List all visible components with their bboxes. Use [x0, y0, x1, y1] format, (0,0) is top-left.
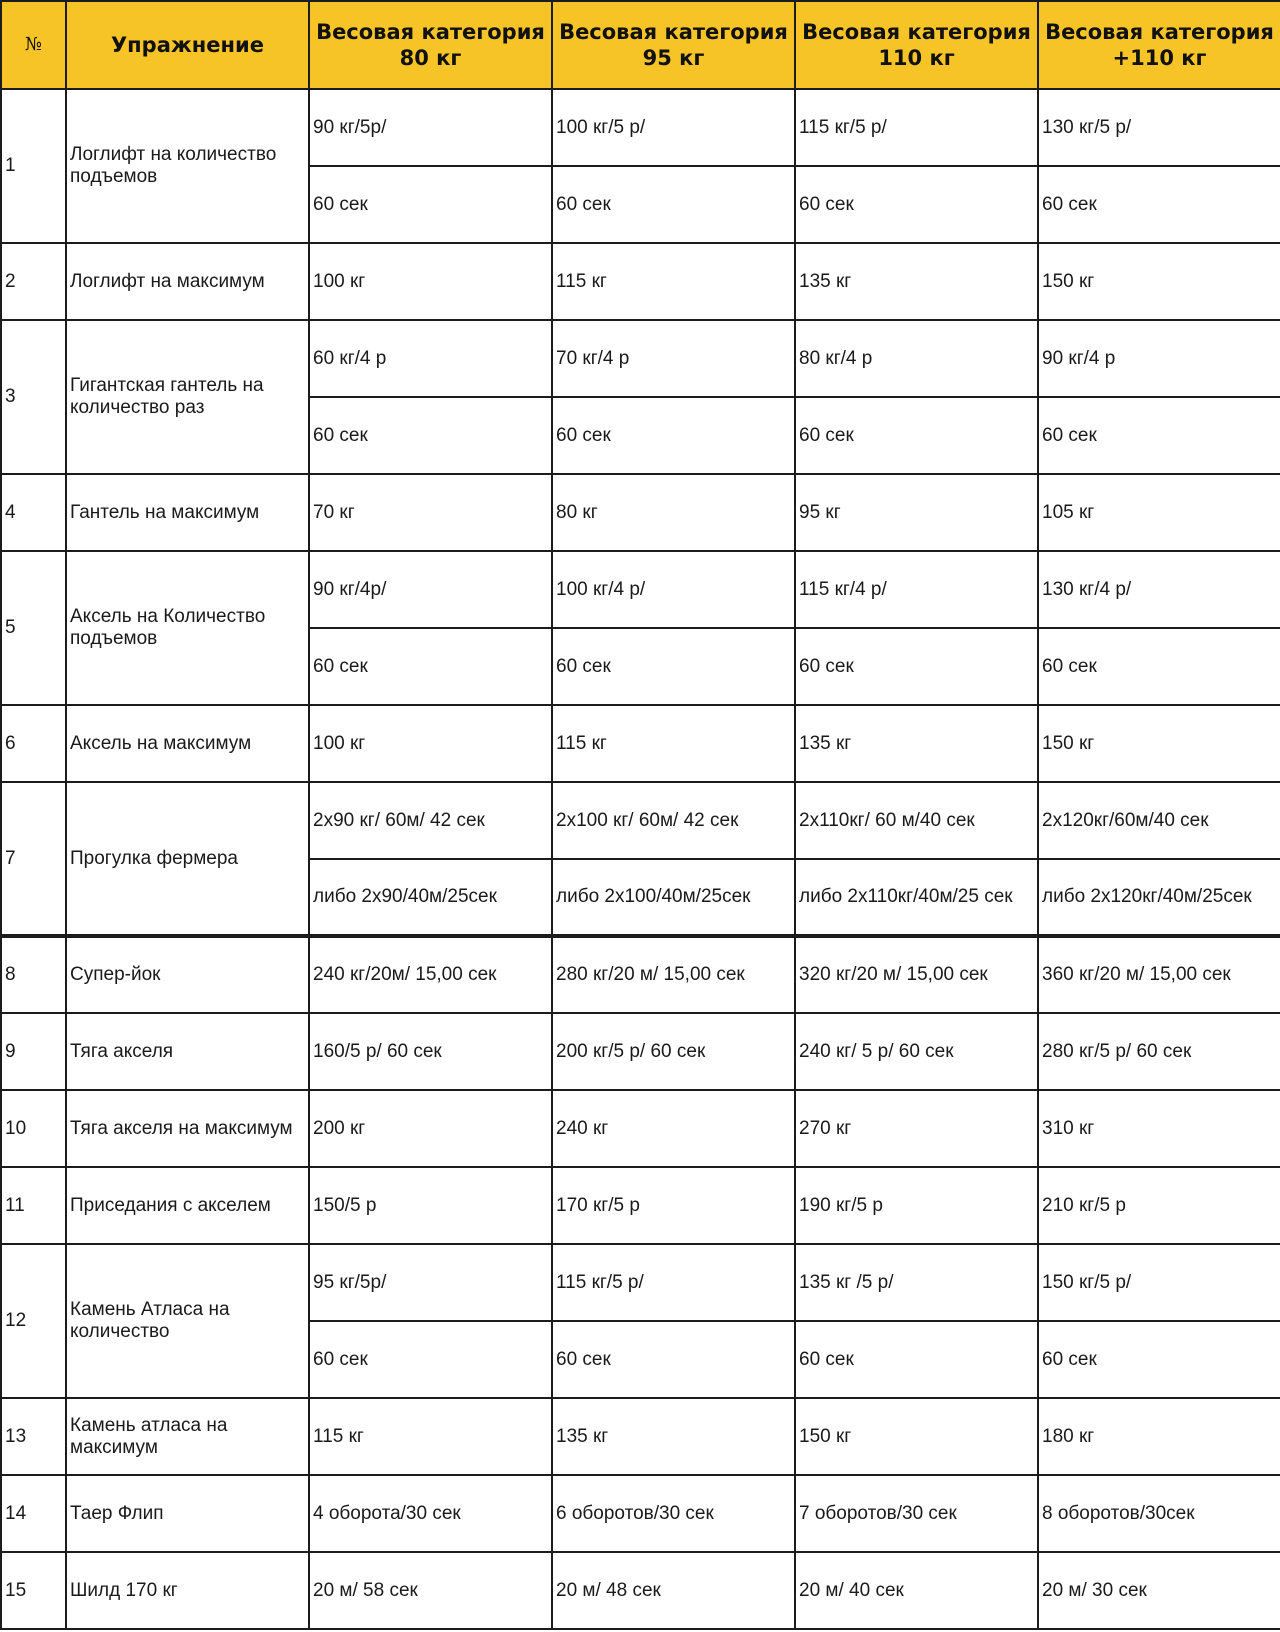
standard-cell: 130 кг/5 р/	[1038, 89, 1280, 166]
table-row	[1, 1552, 1280, 1629]
standard-cell: 100 кг	[309, 243, 552, 320]
table-row	[1, 936, 1280, 1013]
exercise-name: Логлифт на количество подъемов	[66, 89, 309, 243]
row-number: 14	[1, 1475, 66, 1552]
standard-cell: 80 кг	[552, 474, 795, 551]
standard-cell: 60 сек	[309, 628, 552, 705]
header-category-80	[309, 1, 552, 89]
standard-cell: 270 кг	[795, 1090, 1038, 1167]
standard-cell: 60 сек	[795, 1321, 1038, 1398]
standard-cell: 70 кг/4 р	[552, 320, 795, 397]
exercise-name: Тяга акселя	[66, 1013, 309, 1090]
standard-cell: 360 кг/20 м/ 15,00 сек	[1038, 936, 1280, 1013]
standard-cell: 7 оборотов/30 сек	[795, 1475, 1038, 1552]
standard-cell: 115 кг/5 р/	[795, 89, 1038, 166]
header-category-weight: 95 кг	[642, 46, 705, 70]
standard-cell: 60 сек	[1038, 397, 1280, 474]
exercise-name: Гантель на максимум	[66, 474, 309, 551]
standard-cell: 210 кг/5 р	[1038, 1167, 1280, 1244]
standard-cell: 280 кг/20 м/ 15,00 сек	[552, 936, 795, 1013]
standard-cell: 100 кг	[309, 705, 552, 782]
table-row	[1, 1090, 1280, 1167]
standard-cell: 60 сек	[795, 628, 1038, 705]
standard-cell: либо 2х110кг/40м/25 сек	[795, 859, 1038, 936]
standard-cell: 115 кг/5 р/	[552, 1244, 795, 1321]
table-row	[1, 551, 1280, 628]
table-row	[1, 1398, 1280, 1475]
exercise-name: Камень атласа на максимум	[66, 1398, 309, 1475]
standard-cell: 135 кг /5 р/	[795, 1244, 1038, 1321]
exercise-name: Таер Флип	[66, 1475, 309, 1552]
row-number: 13	[1, 1398, 66, 1475]
header-category-110-plus	[1038, 1, 1280, 89]
standard-cell: 2х90 кг/ 60м/ 42 сек	[309, 782, 552, 859]
row-number: 11	[1, 1167, 66, 1244]
standard-cell: 60 сек	[795, 166, 1038, 243]
standard-cell: 70 кг	[309, 474, 552, 551]
standard-cell: 20 м/ 48 сек	[552, 1552, 795, 1629]
table-row	[1, 705, 1280, 782]
exercise-name: Приседания с акселем	[66, 1167, 309, 1244]
standard-cell: 4 оборота/30 сек	[309, 1475, 552, 1552]
standard-cell: 150 кг	[1038, 243, 1280, 320]
standard-cell: 150/5 р	[309, 1167, 552, 1244]
exercise-name: Прогулка фермера	[66, 782, 309, 936]
standard-cell: 90 кг/4р/	[309, 551, 552, 628]
standard-cell: 20 м/ 30 сек	[1038, 1552, 1280, 1629]
standard-cell: 80 кг/4 р	[795, 320, 1038, 397]
exercise-name: Тяга акселя на максимум	[66, 1090, 309, 1167]
standard-cell: 160/5 р/ 60 сек	[309, 1013, 552, 1090]
standard-cell: 115 кг	[552, 705, 795, 782]
standard-cell: 2х100 кг/ 60м/ 42 сек	[552, 782, 795, 859]
table-row	[1, 1475, 1280, 1552]
header-category-weight: 110 кг	[878, 46, 955, 70]
standard-cell: 115 кг	[309, 1398, 552, 1475]
standard-cell: 310 кг	[1038, 1090, 1280, 1167]
standard-cell: либо 2х120кг/40м/25сек	[1038, 859, 1280, 936]
row-number: 4	[1, 474, 66, 551]
standard-cell: 115 кг/4 р/	[795, 551, 1038, 628]
row-number: 15	[1, 1552, 66, 1629]
table-row	[1, 320, 1280, 397]
row-number: 10	[1, 1090, 66, 1167]
standard-cell: 135 кг	[552, 1398, 795, 1475]
standard-cell: 8 оборотов/30сек	[1038, 1475, 1280, 1552]
row-number: 8	[1, 936, 66, 1013]
standard-cell: 60 кг/4 р	[309, 320, 552, 397]
exercise-name: Камень Атласа на количество	[66, 1244, 309, 1398]
standard-cell: 6 оборотов/30 сек	[552, 1475, 795, 1552]
standard-cell: 100 кг/5 р/	[552, 89, 795, 166]
header-number: №	[1, 1, 66, 89]
standard-cell: 90 кг/5р/	[309, 89, 552, 166]
header-category-weight: +110 кг	[1112, 46, 1207, 70]
standard-cell: 60 сек	[552, 397, 795, 474]
row-number: 12	[1, 1244, 66, 1398]
standard-cell: 200 кг/5 р/ 60 сек	[552, 1013, 795, 1090]
row-number: 2	[1, 243, 66, 320]
exercise-name: Шилд 170 кг	[66, 1552, 309, 1629]
header-exercise: Упражнение	[66, 1, 309, 89]
header-category-label: Весовая категория	[559, 20, 788, 44]
row-number: 7	[1, 782, 66, 936]
row-number: 5	[1, 551, 66, 705]
standard-cell: 60 сек	[1038, 1321, 1280, 1398]
row-number: 6	[1, 705, 66, 782]
table-row	[1, 1167, 1280, 1244]
standard-cell: 170 кг/5 р	[552, 1167, 795, 1244]
header-category-label: Весовая категория	[802, 20, 1031, 44]
standard-cell: 60 сек	[309, 1321, 552, 1398]
table-row	[1, 1244, 1280, 1321]
standard-cell: 20 м/ 40 сек	[795, 1552, 1038, 1629]
standard-cell: 60 сек	[309, 166, 552, 243]
exercise-name: Гигантская гантель на количество раз	[66, 320, 309, 474]
header-row	[1, 1, 1280, 89]
standard-cell: 60 сек	[795, 397, 1038, 474]
table-row	[1, 243, 1280, 320]
standard-cell: 320 кг/20 м/ 15,00 сек	[795, 936, 1038, 1013]
standard-cell: 95 кг/5р/	[309, 1244, 552, 1321]
header-category-110	[795, 1, 1038, 89]
exercise-name: Аксель на максимум	[66, 705, 309, 782]
standard-cell: 150 кг	[795, 1398, 1038, 1475]
row-number: 9	[1, 1013, 66, 1090]
standard-cell: 60 сек	[309, 397, 552, 474]
standard-cell: 240 кг	[552, 1090, 795, 1167]
standard-cell: 115 кг	[552, 243, 795, 320]
standard-cell: 190 кг/5 р	[795, 1167, 1038, 1244]
standard-cell: 100 кг/4 р/	[552, 551, 795, 628]
standard-cell: либо 2х90/40м/25сек	[309, 859, 552, 936]
standard-cell: 2х110кг/ 60 м/40 сек	[795, 782, 1038, 859]
table-body	[1, 89, 1280, 1629]
standard-cell: 280 кг/5 р/ 60 сек	[1038, 1013, 1280, 1090]
header-category-label: Весовая категория	[316, 20, 545, 44]
standard-cell: 60 сек	[552, 628, 795, 705]
header-category-weight: 80 кг	[399, 46, 462, 70]
standard-cell: 20 м/ 58 сек	[309, 1552, 552, 1629]
header-category-label: Весовая категория	[1045, 20, 1274, 44]
table-row	[1, 474, 1280, 551]
standard-cell: 130 кг/4 р/	[1038, 551, 1280, 628]
standard-cell: 240 кг/20м/ 15,00 сек	[309, 936, 552, 1013]
standard-cell: 60 сек	[552, 1321, 795, 1398]
standard-cell: 60 сек	[1038, 628, 1280, 705]
standard-cell: 60 сек	[1038, 166, 1280, 243]
standard-cell: 150 кг/5 р/	[1038, 1244, 1280, 1321]
standard-cell: 2х120кг/60м/40 сек	[1038, 782, 1280, 859]
standard-cell: 90 кг/4 р	[1038, 320, 1280, 397]
row-number: 1	[1, 89, 66, 243]
standard-cell: 240 кг/ 5 р/ 60 сек	[795, 1013, 1038, 1090]
table-row	[1, 89, 1280, 166]
standard-cell: 135 кг	[795, 243, 1038, 320]
standard-cell: 200 кг	[309, 1090, 552, 1167]
standard-cell: 105 кг	[1038, 474, 1280, 551]
standard-cell: 150 кг	[1038, 705, 1280, 782]
exercise-name: Аксель на Количество подъемов	[66, 551, 309, 705]
exercise-name: Логлифт на максимум	[66, 243, 309, 320]
exercise-name: Супер-йок	[66, 936, 309, 1013]
standard-cell: либо 2х100/40м/25сек	[552, 859, 795, 936]
standard-cell: 180 кг	[1038, 1398, 1280, 1475]
table-row	[1, 1013, 1280, 1090]
standard-cell: 60 сек	[552, 166, 795, 243]
standard-cell: 135 кг	[795, 705, 1038, 782]
row-number: 3	[1, 320, 66, 474]
header-category-95	[552, 1, 795, 89]
standard-cell: 95 кг	[795, 474, 1038, 551]
table-row	[1, 782, 1280, 859]
